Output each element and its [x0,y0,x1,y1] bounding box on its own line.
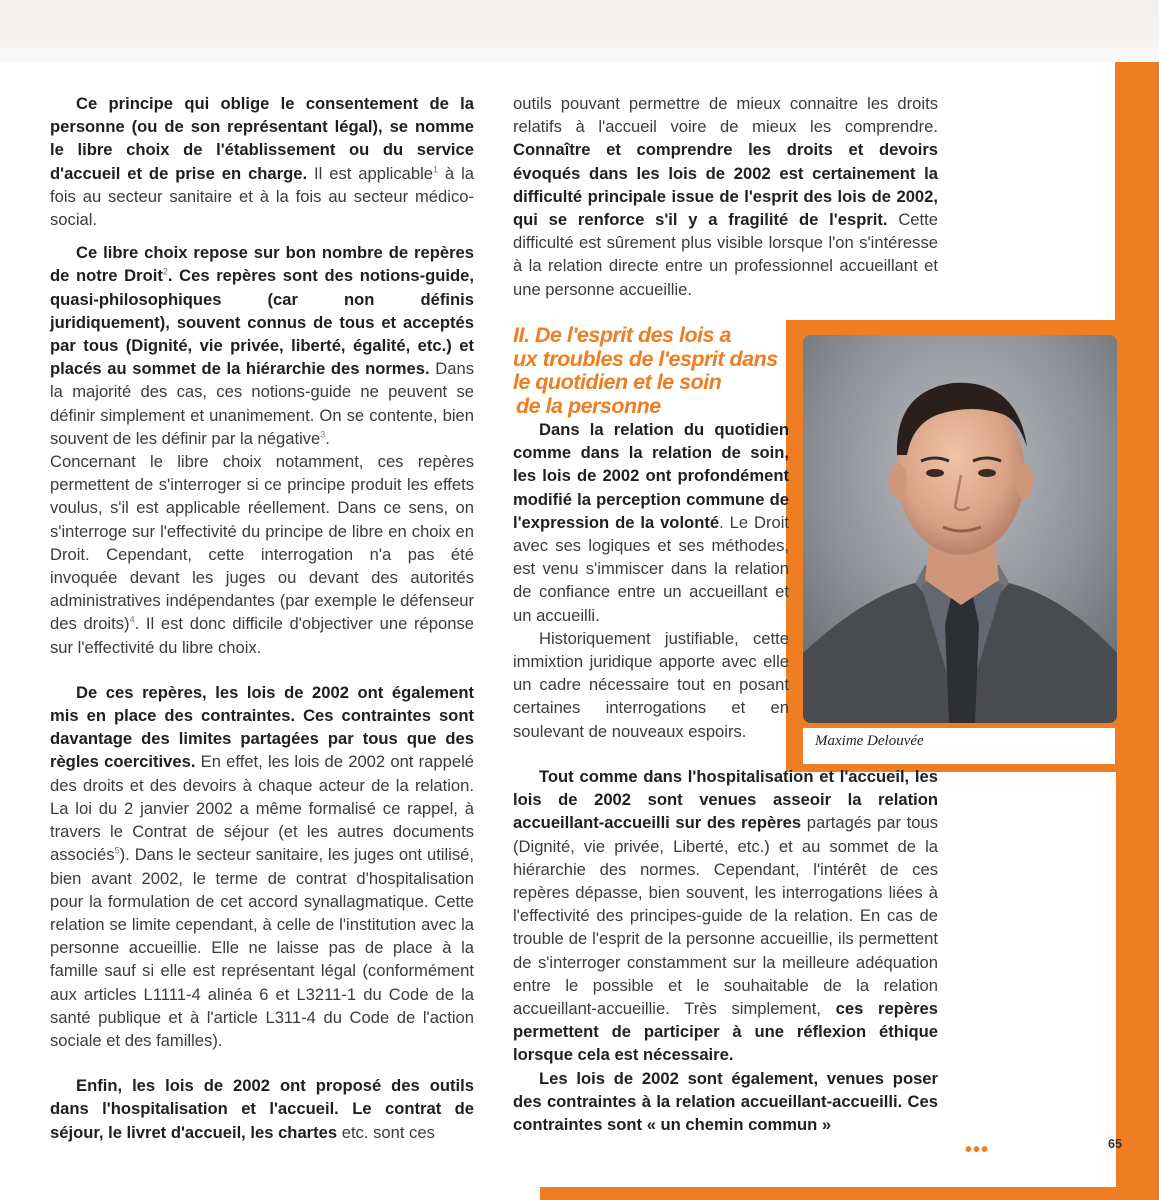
text-bold: Ce principe qui oblige le consentement de la personne (ou de son représentant légal), se nomme le libre choix de l'établissement ou du service d'accueil et de prise en charge. [50,94,474,183]
right-column-top [513,92,938,301]
paragraph-2 [50,241,474,450]
paragraph-10 [513,1067,938,1137]
text: outils pouvant permettre de mieux connaitre les droits relatifs à l'accueil voire de mieux les comprendre. [513,94,938,137]
text-bold: ces repères permettent de participer à une réflexion éthique lorsque cela est nécessaire. [513,999,938,1065]
footnote-ref: 5 [114,845,120,856]
text-bold: Enfin, les lois de 2002 ont proposé des outils dans l'hospitalisation et l'accueil. Le contrat de séjour, le livret d'accueil, les chartes [50,1076,474,1142]
section-title-line: ux troubles de l'esprit dans [513,346,778,371]
text-bold: . Ces repères sont des notions-guide, quasi-philosophiques (car non définis juridiquement), souvent connus de tous et acceptés par tous (Dignité, vie privée, liberté, égalité, etc.) et placés au sommet de la hiérarchie des normes. [50,266,474,379]
text: Concernant le libre choix notamment, ces repères permettent de s'interroger si ce principe produit les effets voulus, s'il est applicable réellement. Dans ce sens, on s'interroge sur l'effectivité du principe de libre en choix en Droit. Cependant, cette interrogation n'a pas été invoquée devant les juges ou devant des autorités administratives indépendantes (par exemple le défenseur des droits) [50,452,474,634]
text: Historiquement justifiable, cette immixtion juridique apporte avec elle un cadre nécessaire tout en posant certaines interrogations et en soulevant de nouveaux espoirs. [513,628,789,741]
continuation-dots: ••• [965,1139,990,1161]
bottom-strip [0,1187,540,1200]
paragraph-1 [50,92,474,231]
text-bold: Ce libre choix repose sur bon nombre de repères de notre Droit [50,243,474,286]
text: . [325,428,330,448]
left-column [50,92,474,1144]
text: ). Dans le secteur sanitaire, les juges ont utilisé, bien avant 2002, le terme de contrat d'hospitalisation pour la formulation de cet accord synallagmatique. Cette relation se limite cependant, à celle de l'institution avec la personne accueillie. Elle ne laisse pas de place à la famille sauf si elle est représentant légal (conformément aux articles L1111-4 alinéa 6 et L3211-1 du Code de la santé publique et à l'article L311-4 du Code de l'action sociale et des familles). [50,845,474,1050]
text-bold: Dans la relation du quotidien comme dans la relation de soin, les lois de 2002 ont profondément modifié la perception commune de l'expression de la volonté [513,420,789,532]
top-band [0,0,1159,62]
photo-caption: Maxime Delouvée [815,733,924,749]
portrait-photo [803,335,1117,723]
text-bold: Tout comme dans l'hospitalisation et l'accueil, les lois de 2002 sont venues asseoir la relation accueillant-accueilli sur des repères [513,767,938,833]
section-title [513,324,783,418]
paragraph-5 [50,1074,474,1144]
text: . Il est donc difficile d'objectiver une réponse sur l'effectivité du libre choix. [50,614,474,657]
text: Il est applicable [307,163,433,183]
footnote-ref: 2 [162,266,168,277]
text: à la fois au secteur sanitaire et à la fois au secteur médico-social. [50,163,474,230]
page-number: 65 [1108,1137,1122,1151]
section-title-line: de la personne [516,393,661,418]
right-column-middle [513,418,789,743]
section-title-line: II. De l'esprit des lois a [513,323,731,347]
paragraph-3 [50,450,474,659]
text: etc. sont ces [337,1122,435,1142]
text: partagés par tous (Dignité, vie privée, Liberté, etc.) et au sommet de la hiérarchie des normes. Cependant, l'intérêt de ces repères dépasse, bien souvent, les interrogations liées à l'effectivité des principes-guide de la relation. En cas de trouble de l'esprit de la personne accueillie, ils permettent de s'interroger constamment sur la meilleure adéquation entre le possible et le souhaitable de la relation accueillant-accueillie. Très simplement, [513,813,938,1019]
footnote-ref: 1 [433,164,439,175]
paragraph-4 [50,681,474,1052]
right-column-lower [513,765,938,1136]
paragraph-9 [513,765,938,1067]
text: . Le Droit avec ses logiques et ses méthodes, est venu s'immiscer dans la relation de confiance entre un accueillant et un accueilli. [513,512,789,625]
text: Dans la majorité des cas, ces notions-guide ne peuvent se définir simplement et unanimement. On se contente, bien souvent de les définir par la négative [50,359,474,448]
portrait-icon [803,335,1117,723]
text: En effet, les lois de 2002 ont rappelé des droits et des devoirs à chaque acteur de la relation. La loi du 2 janvier 2002 a même formalisé ce rappel, à travers le Contrat de séjour (et les autres documents associés [50,752,474,865]
text: Cette difficulté est sûrement plus visible lorsque l'on s'intéresse à la relation directe entre un professionnel accueillant et une personne accueillie. [513,210,938,299]
footnote-ref: 4 [129,614,135,625]
paragraph-7 [513,418,789,627]
text-bold: De ces repères, les lois de 2002 ont également mis en place des contraintes. Ces contraintes sont davantage des limites partagées par tous que des règles coercitives. [50,682,474,772]
text-bold: Connaître et comprendre les droits et devoirs évoqués dans les lois de 2002 est certainement la difficulté principale issue de l'esprit des lois de 2002, qui se renforce s'il y a fragilité de l'esprit. [513,140,938,230]
paragraph-8 [513,627,789,743]
footnote-ref: 3 [320,429,326,440]
section-title-line: le quotidien et le soin [513,370,722,394]
paragraph-6 [513,92,938,301]
text-bold: Les lois de 2002 sont également, venues poser des contraintes à la relation accueillant-accueilli. Ces contraintes sont « un chemin commun » [513,1068,938,1135]
